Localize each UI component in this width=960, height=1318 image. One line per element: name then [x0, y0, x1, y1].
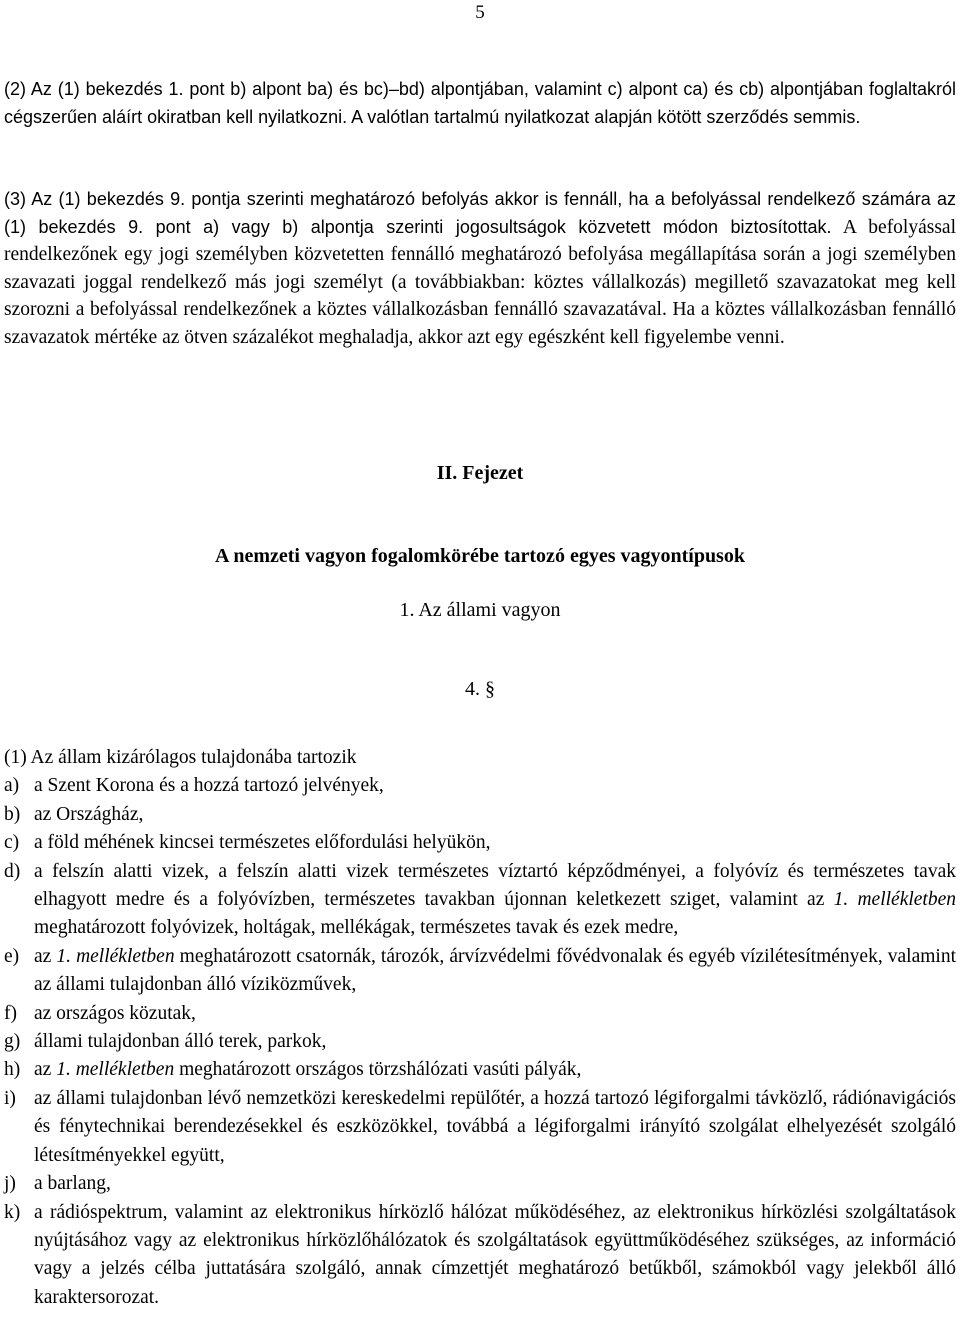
item-text: a barlang,: [34, 1173, 111, 1195]
annex-reference: 1. mellékletben: [56, 945, 175, 967]
item-text: a föld méhének kincsei természetes előfordulási helyükön,: [34, 832, 491, 854]
item-text: a Szent Korona és a hozzá tartozó jelvények,: [34, 775, 384, 797]
paragraph-3: [4, 186, 956, 352]
subtitle: 1. Az állami vagyon: [399, 599, 561, 621]
list-item-b: [4, 801, 956, 829]
item-text-part: meghatározott országos törzshálózati vasúti pályák,: [174, 1059, 582, 1081]
list-item-j: [4, 1170, 956, 1198]
item-letter: i): [4, 1087, 16, 1109]
list-item-a: [4, 772, 956, 800]
chapter-heading: II. Fejezet: [436, 462, 524, 484]
list-item-c: [4, 829, 956, 857]
item-text: [34, 858, 956, 943]
list-item-i: [4, 1085, 956, 1170]
item-letter: b): [4, 803, 21, 825]
list-item-h: [4, 1056, 956, 1084]
item-text-part: meghatározott csatornák, tározók, árvízvédelmi fővédvonalak és egyéb vízilétesítmények, valamint az állami tulajdonban álló víziközművek,: [34, 945, 956, 996]
item-letter: k): [4, 1201, 21, 1223]
list-item-d: [4, 858, 956, 943]
list-item-g: [4, 1028, 956, 1056]
item-letter: e): [4, 945, 20, 967]
item-text: állami tulajdonban álló terek, parkok,: [34, 1031, 327, 1053]
item-text-part: a felszín alatti vizek, a felszín alatti vizek természetes víztartó képződményei, a folyóvíz és természetes tavak elhagyott medre és a folyóvízben, természetes tavakban újonnan keletkezett sziget, valamint az: [34, 860, 956, 911]
item-text: az Országház,: [34, 803, 144, 825]
list-item-e: [4, 943, 956, 1000]
chapter-title: A nemzeti vagyon fogalomkörébe tartozó egyes vagyontípusok: [215, 545, 745, 567]
annex-reference: 1. mellékletben: [833, 889, 957, 911]
item-letter: c): [4, 832, 20, 854]
item-letter: g): [4, 1031, 21, 1053]
item-letter: h): [4, 1059, 21, 1081]
item-text: a rádióspektrum, valamint az elektronikus hírközlő hálózat működéséhez, az elektronikus hírközlési szolgáltatások nyújtásához vagy az elektronikus hírközlőhálózatok és szolgáltatások együttműködéséhez szükséges, az információ vagy a jelzés célba juttatására szolgáló, annak címzettjét meghatározó betűkből, számokból vagy jelekből álló karaktersorozat.: [34, 1201, 956, 1308]
item-text-part: az: [34, 1059, 57, 1081]
list-intro: (1) Az állam kizárólagos tulajdonába tartozik: [4, 747, 357, 768]
page-number: 5: [475, 2, 485, 23]
item-letter: j): [4, 1173, 16, 1195]
list-item-f: [4, 1000, 956, 1028]
paragraph-3-part-1: (3) Az (1) bekezdés 9. pontja szerinti meghatározó befolyás akkor is fennáll, ha a befolyással rendelkező számára az (1) bekezdés 9. pont a) vagy b) alpontja szerinti jogosultságok közvetett módon biztosítottak.: [4, 189, 956, 237]
item-text-part: meghatározott folyóvizek, holtágak, mellékágak, természetes tavak és ezek medre,: [34, 917, 679, 939]
item-text-part: az: [34, 945, 57, 967]
paragraph-2: (2) Az (1) bekezdés 1. pont b) alpont ba) és bc)–bd) alpontjában, valamint c) alpont ca) és cb) alpontjában foglaltakról cégszerűen aláírt okiratban kell nyilatkozni. A valótlan tartalmú nyilatkozat alapján kötött szerződés semmis.: [4, 79, 956, 127]
item-letter: d): [4, 860, 21, 882]
item-text: [34, 1056, 956, 1084]
list-item-k: [4, 1199, 956, 1313]
paragraph-3-part-2: A befolyással rendelkezőnek egy jogi személyben közvetetten fennálló meghatározó befolyása megállapítása során a jogi személyben szavazati joggal rendelkező más jogi személyt (a továbbiakban: köztes vállalkozás) megillető szavazatokat meg kell szorozni a befolyással rendelkezőnek a köztes vállalkozásban fennálló szavazatával. Ha a köztes vállalkozásban fennálló szavazatok mértéke az ötven százalékot meghaladja, akkor azt egy egészként kell figyelembe venni.: [4, 216, 957, 348]
item-letter: f): [4, 1002, 17, 1024]
item-list: [4, 744, 956, 1312]
item-text: az országos közutak,: [34, 1002, 196, 1024]
item-text: [34, 943, 956, 1000]
item-text: az állami tulajdonban lévő nemzetközi kereskedelmi repülőtér, a hozzá tartozó légiforgalmi távközlő, rádiónavigációs és fénytechnikai berendezésekkel és eszközökkel, továbbá a légiforgalmi irányító szolgálat elhelyezését szolgáló létesítményekkel együtt,: [34, 1087, 956, 1166]
section-number: 4. §: [465, 678, 495, 700]
item-letter: a): [4, 775, 20, 797]
annex-reference: 1. mellékletben: [56, 1059, 175, 1081]
